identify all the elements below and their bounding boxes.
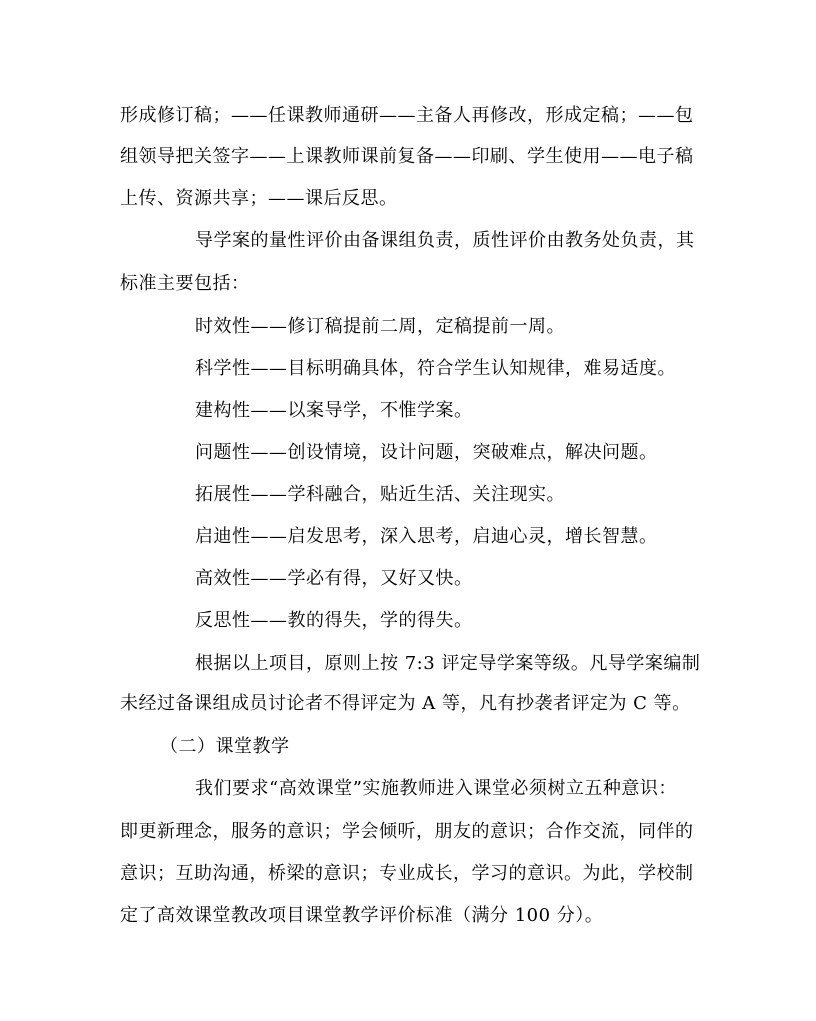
text-line: 意识；互助沟通，桥梁的意识；专业成长，学习的意识。为此，学校制 — [120, 863, 694, 884]
criterion-item: 反思性——教的得失，学的得失。 — [195, 610, 473, 631]
criterion-item: 高效性——学必有得，又好又快。 — [195, 568, 473, 589]
text-line: 根据以上项目，原则上按 7:3 评定导学案等级。凡导学案编制 — [195, 653, 701, 674]
criterion-item: 拓展性——学科融合，贴近生活、关注现实。 — [195, 484, 565, 505]
text-line: 未经过备课组成员讨论者不得评定为 A 等，凡有抄袭者评定为 C 等。 — [120, 693, 691, 714]
text-line: 组领导把关签字——上课教师课前复备——印刷、学生使用——电子稿 — [120, 146, 694, 167]
text-line: 标准主要包括： — [120, 273, 250, 294]
criterion-item: 时效性——修订稿提前二周，定稿提前一周。 — [195, 316, 565, 337]
text-line: 导学案的量性评价由备课组负责，质性评价由教务处负责，其 — [195, 230, 695, 251]
criterion-item: 建构性——以案导学，不惟学案。 — [195, 400, 473, 421]
text-line: 我们要求“高效课堂”实施教师进入课堂必须树立五种意识： — [195, 778, 677, 799]
text-line: 上传、资源共享；——课后反思。 — [120, 188, 398, 209]
criterion-item: 启迪性——启发思考，深入思考，启迪心灵，增长智慧。 — [195, 526, 658, 547]
text-line: 定了高效课堂教改项目课堂教学评价标准（满分 100 分）。 — [120, 905, 604, 926]
criterion-item: 问题性——创设情境，设计问题，突破难点，解决问题。 — [195, 442, 658, 463]
criterion-item: 科学性——目标明确具体，符合学生认知规律，难易适度。 — [195, 358, 676, 379]
text-line: 形成修订稿；——任课教师通研——主备人再修改，形成定稿；——包 — [120, 105, 694, 126]
section-heading: （二）课堂教学 — [160, 736, 290, 757]
text-line: 即更新理念，服务的意识；学会倾听，朋友的意识；合作交流，同伴的 — [120, 821, 694, 842]
